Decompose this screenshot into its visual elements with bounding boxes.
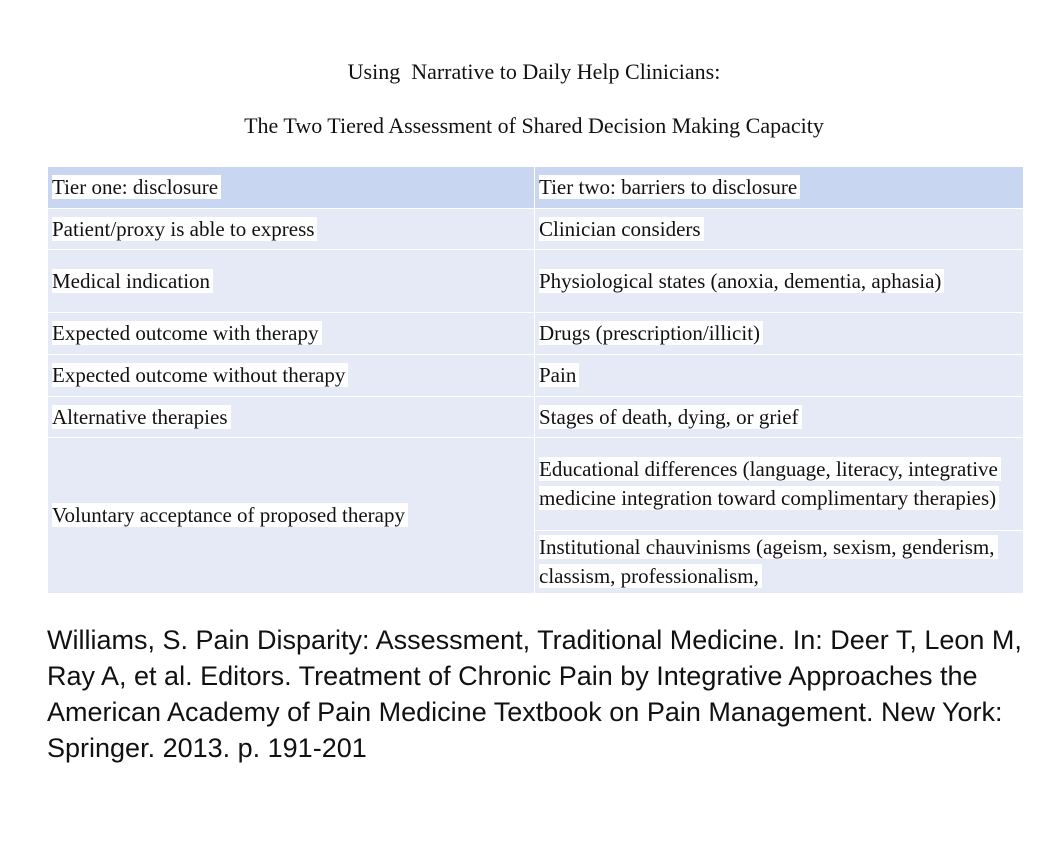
tier-one-text: Voluntary acceptance of proposed therapy [52, 503, 408, 527]
tier-one-text: Expected outcome without therapy [52, 363, 348, 387]
tier-assessment-table [47, 166, 1024, 594]
table-header-row [48, 167, 1024, 209]
tier-one-cell [48, 438, 535, 594]
tier-two-cell [535, 250, 1024, 313]
header-tier-two [535, 167, 1024, 209]
table-row [48, 209, 1024, 250]
tier-two-cell [535, 397, 1024, 438]
tier-one-cell [48, 313, 535, 355]
table-row [48, 438, 1024, 531]
table-row [48, 313, 1024, 355]
table-row [48, 250, 1024, 313]
header-tier-one-label: Tier one: disclosure [52, 175, 221, 199]
tier-two-text: Clinician considers [539, 217, 704, 241]
tier-two-text: Educational differences (language, literacy, integrative medicine integration toward complimentary therapies) [539, 457, 1001, 510]
header-tier-two-label: Tier two: barriers to disclosure [539, 175, 800, 199]
tier-one-cell [48, 250, 535, 313]
tier-one-cell [48, 397, 535, 438]
table-row [48, 397, 1024, 438]
tier-two-text: Physiological states (anoxia, dementia, aphasia) [539, 269, 944, 293]
tier-one-text: Medical indication [52, 269, 213, 293]
tier-two-cell [535, 313, 1024, 355]
page-subtitle: The Two Tiered Assessment of Shared Decision Making Capacity [244, 113, 824, 138]
tier-one-text: Alternative therapies [52, 405, 231, 429]
header-tier-one [48, 167, 535, 209]
tier-two-cell [535, 438, 1024, 531]
tier-two-text: Stages of death, dying, or grief [539, 405, 802, 429]
tier-two-text: Institutional chauvinisms (ageism, sexism, genderism, classism, professionalism, [539, 535, 998, 588]
tier-one-cell [48, 355, 535, 397]
tier-one-cell [48, 209, 535, 250]
tier-two-cell [535, 531, 1024, 594]
citation-text: Williams, S. Pain Disparity: Assessment, Traditional Medicine. In: Deer T, Leon M, Ray A, et al. Editors. Treatment of Chronic Pain by Integrative Approaches the American Academy of Pain Medicine Textbook on Pain Management. New York: Springer. 2013. p. 191-201 [47, 625, 1022, 763]
tier-one-text: Expected outcome with therapy [52, 321, 322, 345]
tier-two-text: Pain [539, 363, 579, 387]
tier-one-text: Patient/proxy is able to express [52, 217, 317, 241]
tier-two-cell [535, 355, 1024, 397]
tier-two-cell [535, 209, 1024, 250]
tier-two-text: Drugs (prescription/illicit) [539, 321, 763, 345]
table-row [48, 355, 1024, 397]
page-title: Using Narrative to Daily Help Clinicians: [347, 59, 721, 84]
